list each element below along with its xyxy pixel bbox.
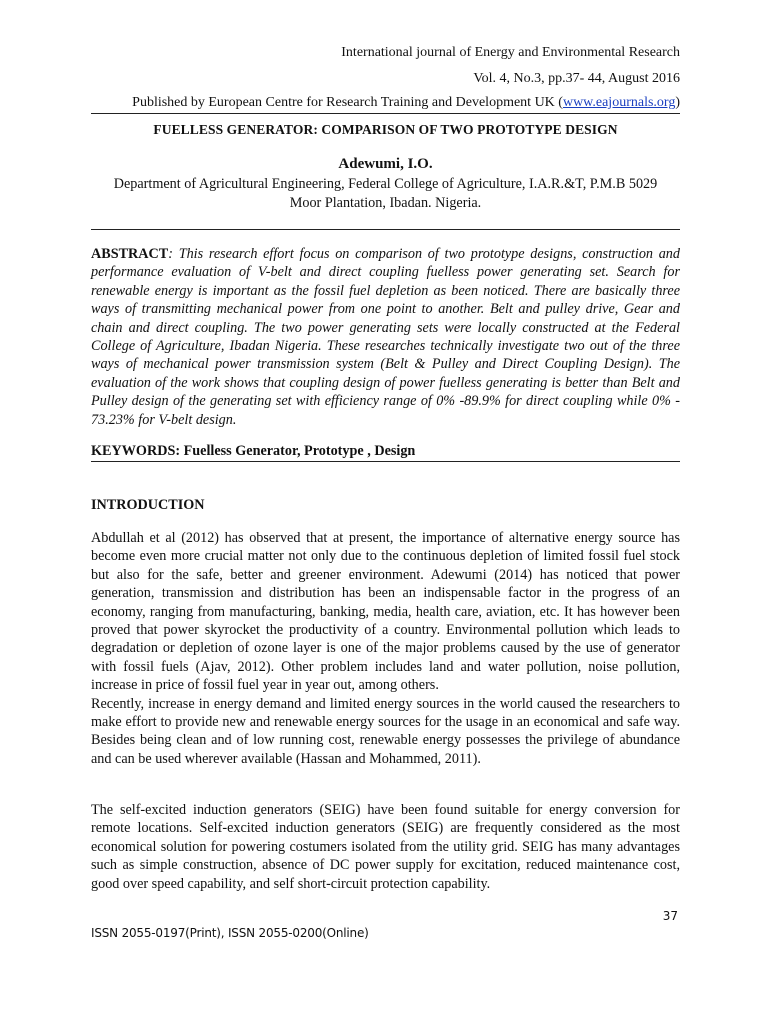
abstract-text: : This research effort focus on comparison of two prototype designs, construction and performance evaluation of V-belt and direct coupling fuelless power generating set. Search for renewable energy is important as the fossil fuel depletion as been noticed. There are basically three ways of transmitting mechanical power from one point to another. Belt and pulley drive, Gear and chain and direct coupling. The two power generating sets were locally constructed at the Federal College of Agriculture, Ibadan Nigeria. These researches technically investigate two out of the three ways of mechanical power transmission system (Belt & Pulley and Direct Coupling Design). The evaluation of the work shows that coupling design of power fuelless generating is better than Belt and Pulley design of the generating set with efficiency range of 0% -89.9% for direct coupling while 0% - 73.23% for V-belt design.	[91, 246, 680, 428]
section-heading-introduction: INTRODUCTION	[91, 497, 205, 513]
publisher-close: )	[675, 95, 680, 110]
volume-info: Vol. 4, No.3, pp.37- 44, August 2016	[473, 71, 680, 86]
paper-page	[91, 0, 680, 1024]
keywords: KEYWORDS: Fuelless Generator, Prototype , Design	[91, 443, 416, 459]
issn-footer: ISSN 2055-0197(Print), ISSN 2055-0200(Online)	[91, 926, 369, 940]
page-number: 37	[662, 909, 678, 923]
header-rule	[91, 113, 680, 114]
affiliation-line-1: Department of Agricultural Engineering, Federal College of Agriculture, I.A.R.&T, P.M.B 5029	[113, 176, 658, 192]
keywords-rule	[91, 461, 680, 462]
author-name: Adewumi, I.O.	[338, 156, 433, 172]
journal-name: International journal of Energy and Environmental Research	[341, 45, 680, 60]
abstract-label: ABSTRACT	[91, 246, 169, 262]
affiliation-line-2: Moor Plantation, Ibadan. Nigeria.	[289, 195, 482, 211]
introduction-paragraph-1b: Recently, increase in energy demand and limited energy sources in the world caused the researchers to make effort to provide new and renewable energy sources for the usage in an economical and safe way. Besides being clean and of low running cost, renewable energy possesses the privilege of abundance and can be used wherever available (Hassan and Mohammed, 2011).	[91, 695, 680, 767]
publisher-text: Published by European Centre for Research Training and Development UK (	[132, 95, 563, 110]
paper-title: FUELLESS GENERATOR: COMPARISON OF TWO PROTOTYPE DESIGN	[153, 122, 618, 137]
publisher-line	[132, 94, 680, 112]
abstract-top-rule	[91, 229, 680, 230]
abstract	[91, 245, 680, 429]
author-affiliation	[91, 175, 680, 213]
introduction-paragraph-2: The self-excited induction generators (SEIG) have been found suitable for energy conversion for remote locations. Self-excited induction generators (SEIG) are frequently considered as the most economical solution for powering costumers isolated from the utility grid. SEIG has many advantages such as simple construction, absence of DC power supply for excitation, reduced maintenance cost, good over speed capability, and self short-circuit protection capability.	[91, 802, 680, 892]
introduction-paragraph-1a: Abdullah et al (2012) has observed that at present, the importance of alternative energy source has become even more crucial matter not only due to the continuous depletion of limited fossil fuel stock but also for the safe, better and greener environment. Adewumi (2014) has noticed that power generation, transmission and distribution has been an indispensable factor in the progress of an economy, ranging from manufacturing, banking, media, health care, aviation, etc. It has however been proved that power skyrocket the productivity of a country. Environmental pollution which leads to degradation or depletion of ozone layer is one of the major problems caused by the use of generator with fossil fuels (Ajav, 2012). Other problem includes land and water pollution, noise pollution, increase in price of fossil fuel year in year out, among others.	[91, 530, 680, 694]
journal-website-link[interactable]: www.eajournals.org	[562, 95, 676, 110]
introduction-paragraph-1	[91, 529, 680, 768]
